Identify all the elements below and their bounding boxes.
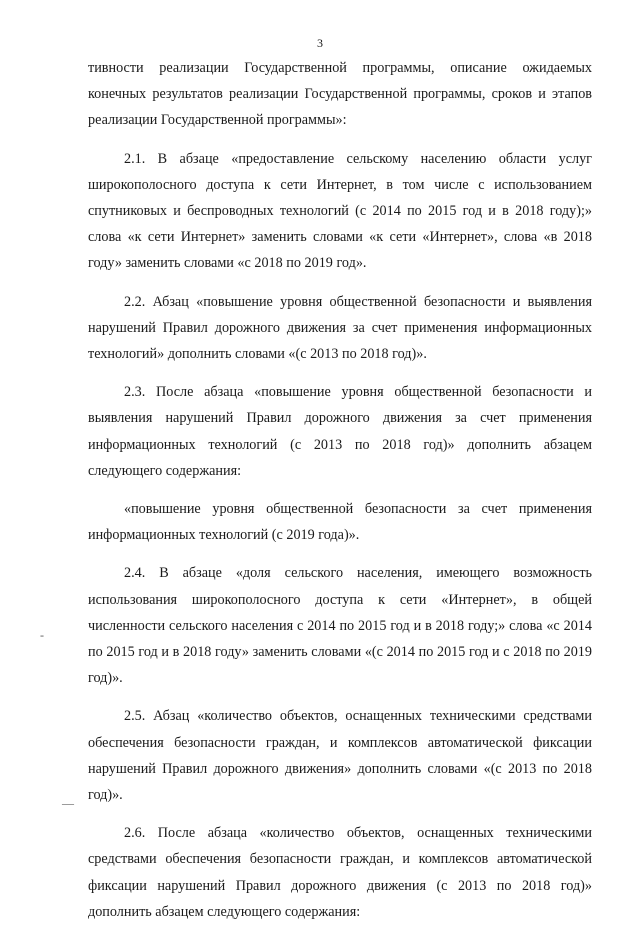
paragraph-2-2: 2.2. Абзац «повышение уровня общественной безопасности и выявления нарушений Правил дорожного движения за счет применения информационных технологий» дополнить словами «(с 2013 по 2018 год)». bbox=[88, 293, 592, 363]
paragraph-continuation: тивности реализации Государственной программы, описание ожидаемых конечных результатов реализации Государственной программы, сроков и этапов реализации Государственной программы»: bbox=[88, 60, 592, 129]
scan-mark: - bbox=[40, 628, 44, 642]
paragraph-2-5: 2.5. Абзац «количество объектов, оснащенных техническими средствами обеспечения безопасности граждан, и комплексов автоматической фиксации нарушений Правил дорожного движения» дополнить словами «(с 2013 по 2018 год)». bbox=[88, 708, 592, 804]
paragraph-quote: «повышение уровня общественной безопасности за счет применения информационных технологий (с 2019 года)». bbox=[88, 501, 592, 544]
paragraph-2-6: 2.6. После абзаца «количество объектов, оснащенных техническими средствами обеспечения безопасности граждан, и комплексов автоматической фиксации нарушений Правил дорожного движения (с 2013 по 2018 год)» дополнить абзацем следующего содержания: bbox=[88, 825, 592, 920]
page-number: 3 bbox=[317, 36, 323, 50]
paragraph-2-3: 2.3. После абзаца «повышение уровня общественной безопасности и выявления нарушений Правил дорожного движения за счет применения информационных технологий (с 2013 по 2018 год)» дополнить абзацем следующего содержания: bbox=[88, 384, 592, 479]
paragraph-2-4: 2.4. В абзаце «доля сельского населения, имеющего возможность использования широкополосного доступа к сети «Интернет», в общей численности сельского населения с 2014 по 2015 год и в 2018 году;» слова «с 2014 по 2015 год и в 2018 году» заменить словами «(с 2014 по 2015 год и с 2018 по 2019 год)». bbox=[88, 565, 592, 687]
scan-mark: — bbox=[62, 796, 74, 810]
document-body bbox=[88, 55, 592, 937]
paragraph-2-1: 2.1. В абзаце «предоставление сельскому населению области услуг широкополосного доступа к сети Интернет, в том числе с использованием спутниковых и беспроводных технологий (с 2014 по 2015 год и в 2018 году);» слова «к сети Интернет» заменить словами «к сети «Интернет», слова «в 2018 году» заменить словами «с 2018 по 2019 год». bbox=[88, 150, 592, 272]
